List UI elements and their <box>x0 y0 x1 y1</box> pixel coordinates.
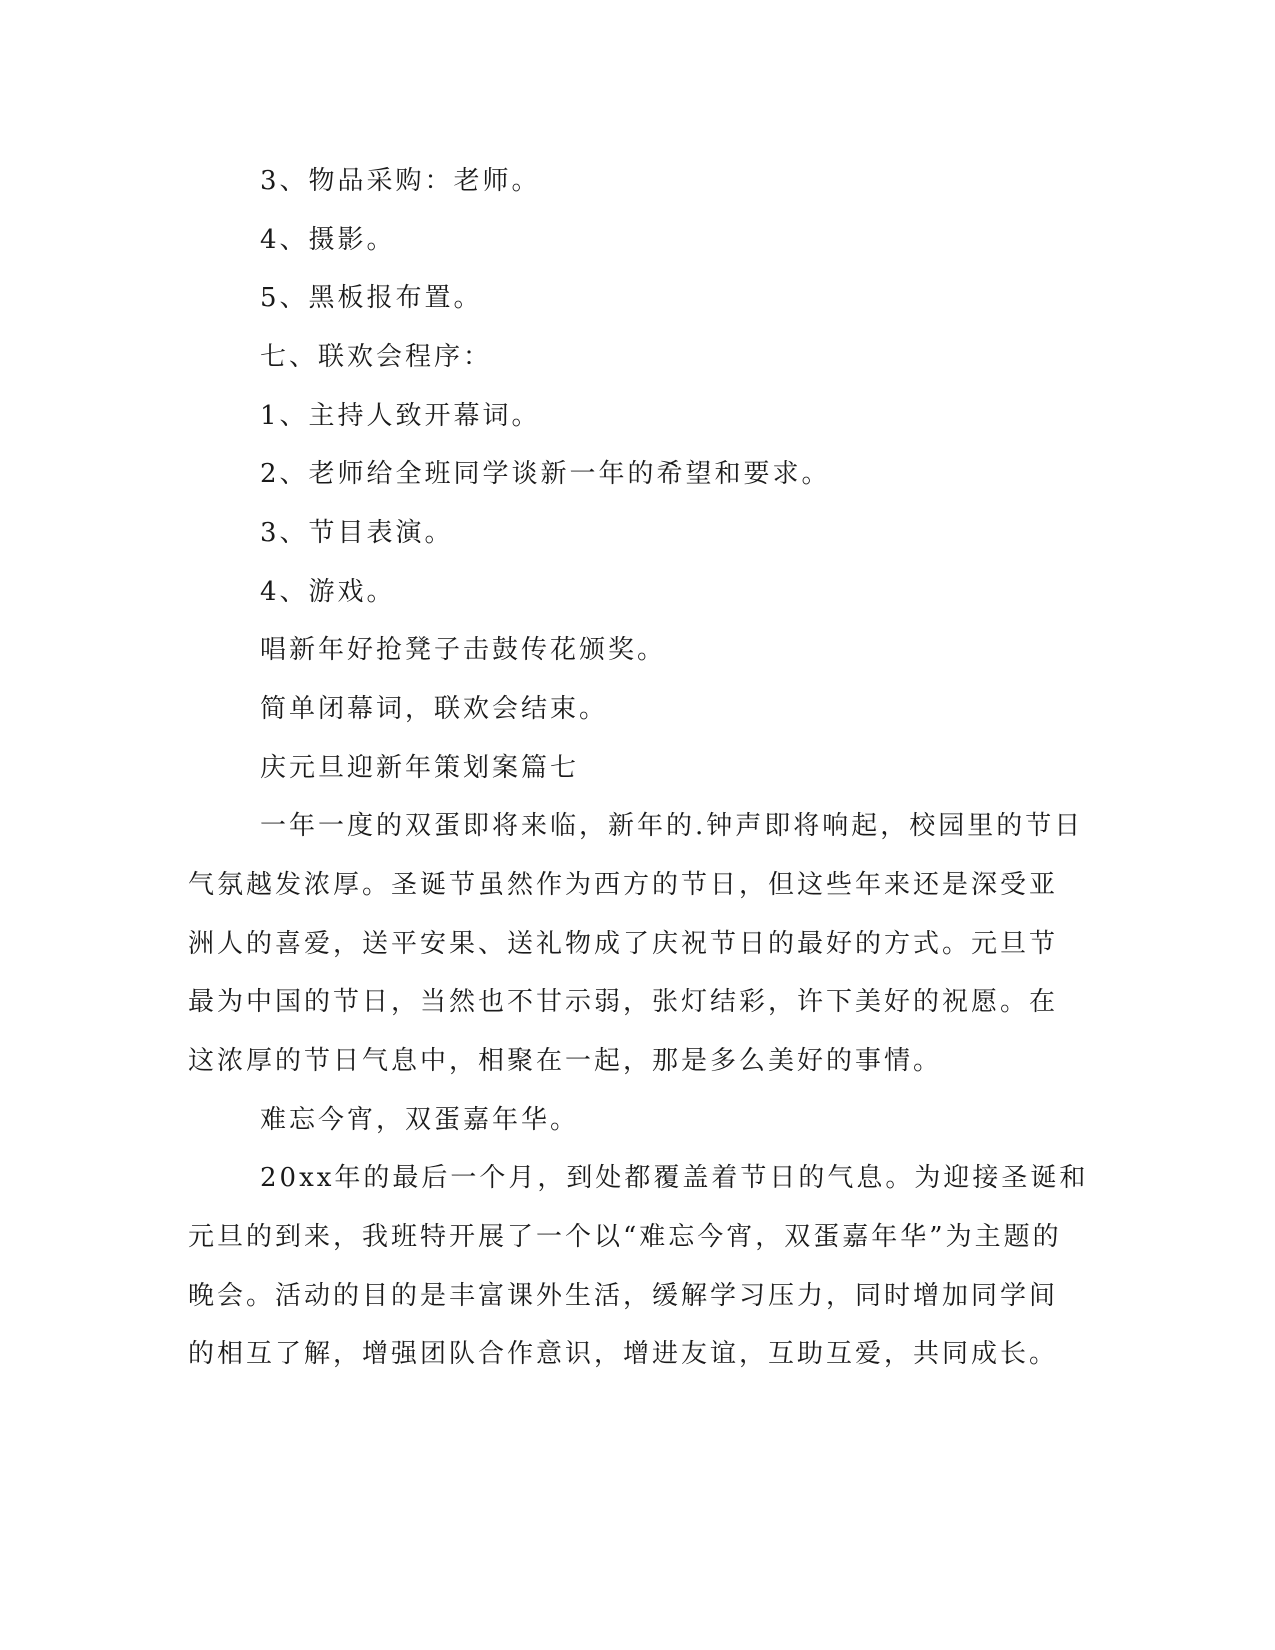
text-line: 4、游戏。 <box>260 577 396 607</box>
paragraph-line: 的相互了解，增强团队合作意识，增进友谊，互助互爱，共同成长。 <box>188 1339 1059 1369</box>
text-line: 2、老师给全班同学谈新一年的希望和要求。 <box>260 459 831 489</box>
text-line: 3、物品采购：老师。 <box>260 166 541 196</box>
paragraph-line: 晚会。活动的目的是丰富课外生活，缓解学习压力，同时增加同学间 <box>188 1281 1059 1311</box>
paragraph-line: 气氛越发浓厚。圣诞节虽然作为西方的节日，但这些年来还是深受亚 <box>188 870 1059 900</box>
section-title: 庆元旦迎新年策划案篇七 <box>260 753 580 783</box>
text-line: 1、主持人致开幕词。 <box>260 401 541 431</box>
text-line: 4、摄影。 <box>260 225 396 255</box>
paragraph-line: 一年一度的双蛋即将来临，新年的.钟声即将响起，校园里的节日 <box>260 811 1084 841</box>
paragraph-line: 元旦的到来，我班特开展了一个以“难忘今宵，双蛋嘉年华”为主题的 <box>188 1222 1062 1252</box>
text-line: 5、黑板报布置。 <box>260 283 483 313</box>
text-line: 简单闭幕词，联欢会结束。 <box>260 694 609 724</box>
paragraph-line: 难忘今宵，双蛋嘉年华。 <box>260 1105 580 1135</box>
text-line: 3、节目表演。 <box>260 518 454 548</box>
text-line: 唱新年好抢凳子击鼓传花颁奖。 <box>260 635 667 665</box>
section-heading: 七、联欢会程序： <box>260 342 493 372</box>
paragraph-line: 20xx年的最后一个月，到处都覆盖着节日的气息。为迎接圣诞和 <box>260 1163 1089 1193</box>
paragraph-line: 洲人的喜爱，送平安果、送礼物成了庆祝节日的最好的方式。元旦节 <box>188 929 1059 959</box>
paragraph-line: 最为中国的节日，当然也不甘示弱，张灯结彩，许下美好的祝愿。在 <box>188 987 1059 1017</box>
paragraph-line: 这浓厚的节日气息中，相聚在一起，那是多么美好的事情。 <box>188 1046 943 1076</box>
